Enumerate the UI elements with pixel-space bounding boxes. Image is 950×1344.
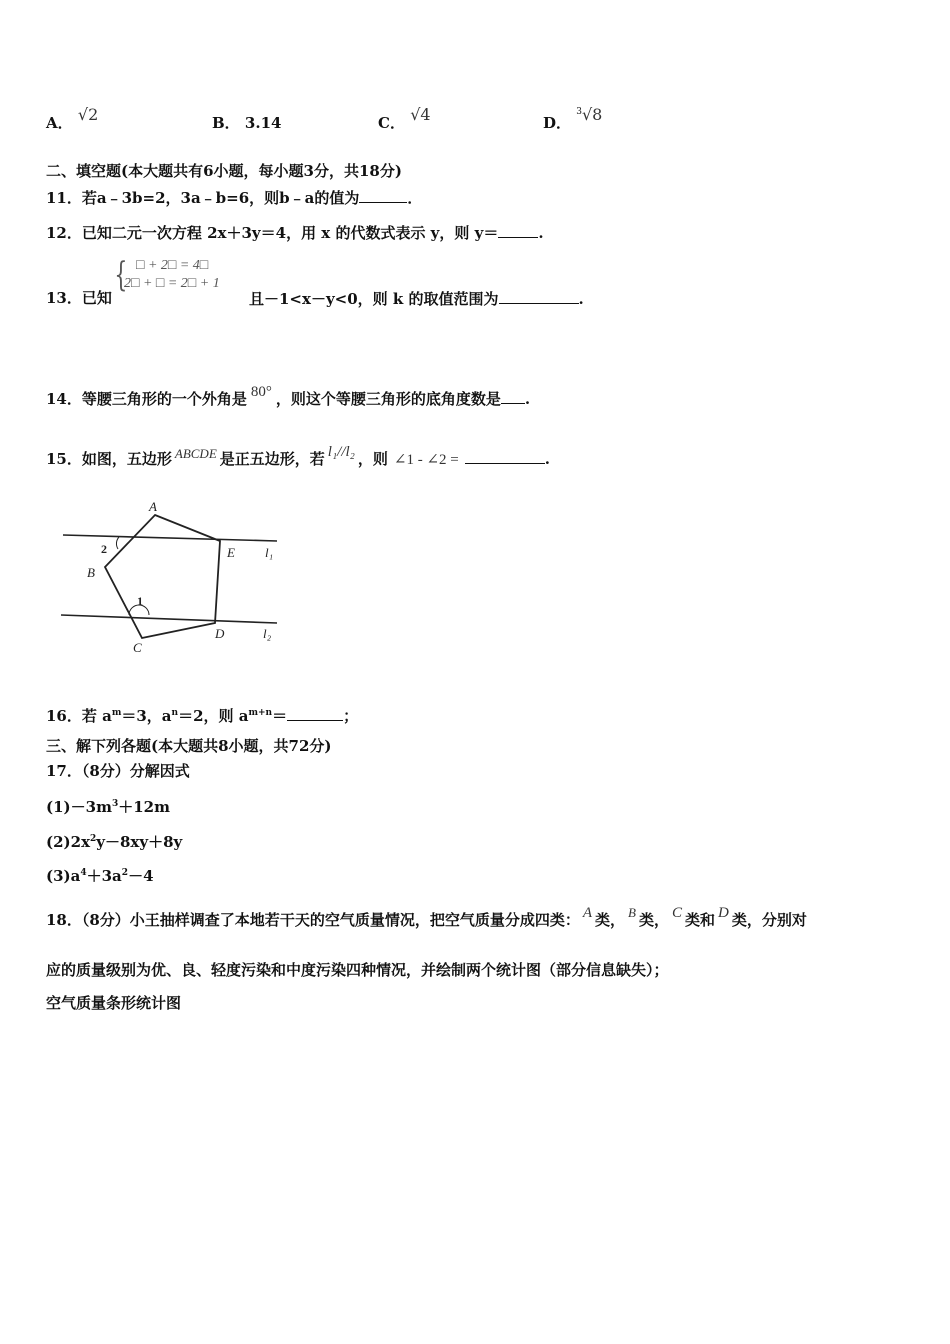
q16-text-2: ＝3，a [121, 707, 172, 725]
q17-p1-a: (1)－3m [46, 798, 112, 816]
q11-end: ． [407, 189, 423, 207]
q17-part-3 [46, 863, 154, 886]
q17-p2-a: (2)2x [46, 833, 91, 851]
brace-icon: { [114, 255, 128, 295]
q18-class-a: A [582, 905, 592, 921]
q17-p3-b: ＋3a [86, 867, 122, 885]
option-b-label: B． [212, 114, 240, 132]
q17-p3-sup-1: 4 [80, 868, 87, 878]
angle-2-arc [116, 537, 119, 549]
q17-p1-b: ＋12m [118, 798, 170, 816]
q15-blank [465, 448, 545, 464]
q13-suffix: 且－1<x－y<0，则 k 的取值范围为 [249, 290, 499, 308]
q16-text-3: ＝2，则 a [178, 707, 249, 725]
option-b [212, 112, 281, 133]
q18-class-b: B [628, 905, 636, 920]
q15-mid2: ，则 [357, 450, 388, 468]
q12-blank [498, 222, 538, 238]
q16-sup-m: m [111, 708, 122, 718]
line-l2 [61, 615, 277, 623]
q15-shape: ABCDE [174, 446, 217, 461]
label-d: D [215, 626, 225, 641]
option-a [46, 105, 99, 133]
line-l1 [63, 535, 277, 541]
equation-1: □ + 2□ = 4□ [136, 258, 209, 273]
section2-title: 二、填空题(本大题共有6小题，每小题3分，共18分) [46, 162, 402, 180]
q16-sup-n: n [171, 708, 179, 718]
question-12 [46, 222, 544, 243]
q18-line-2: 应的质量级别为优、良、轻度污染和中度污染四种情况，并绘制两个统计图（部分信息缺失）； [46, 961, 669, 979]
q17-part-2 [46, 829, 182, 852]
label-angle-2: 2 [101, 542, 107, 556]
question-16 [46, 703, 358, 726]
q17-part-1 [46, 794, 170, 817]
q17-p1-sup: 3 [111, 799, 119, 809]
q16-sup-mn: m+n [248, 708, 273, 718]
q17-p3-c: －4 [128, 867, 154, 885]
question-14 [46, 384, 531, 410]
option-d-label: D． [543, 114, 572, 132]
label-l1: l₁ [265, 545, 274, 560]
option-b-value: 3.14 [244, 114, 282, 132]
option-c [378, 105, 431, 133]
q15-end: . [544, 450, 550, 468]
q15-prefix: 15．如图，五边形 [46, 450, 172, 468]
q18-t1: 类， [595, 911, 626, 929]
q18-class-c: C [671, 905, 682, 921]
option-c-label: C． [378, 114, 405, 132]
q11-text: 11．若a﹣3b=2，3a﹣b=6，则b﹣a的值为 [46, 189, 360, 207]
q14-blank [501, 388, 525, 404]
section3-title: 三、解下列各题(本大题共8小题，共72分) [46, 737, 332, 755]
question-13-rest [249, 288, 584, 309]
q18-t3: 类和 [685, 911, 716, 929]
label-b: B [87, 565, 95, 580]
question-15 [46, 444, 550, 470]
q15-expr: ∠1 - ∠2 = [393, 452, 459, 468]
label-a: A [149, 499, 157, 514]
q12-end: . [538, 224, 544, 242]
q18-text-1: 18．（8分）小王抽样调查了本地若干天的空气质量情况，把空气质量分成四类： [46, 911, 580, 929]
q16-blank [287, 705, 343, 721]
q12-text: 12．已知二元一次方程 2x＋3y＝4，用 x 的代数式表示 y，则 y＝ [46, 224, 499, 242]
q18-line-3: 空气质量条形统计图 [46, 994, 182, 1012]
option-d [543, 105, 603, 133]
question-11 [46, 187, 422, 208]
option-d-index: 3 [576, 107, 582, 117]
q15-parallel: l₁//l₂ [327, 444, 355, 460]
q13-prefix: 13．已知 [46, 289, 112, 307]
q14-end: . [524, 390, 531, 408]
q17-p2-b: y－8xy＋8y [96, 833, 183, 851]
q13-blank [499, 288, 579, 304]
option-a-value: √2 [77, 105, 99, 124]
q11-blank [359, 187, 407, 203]
q18-t2: 类， [638, 911, 669, 929]
q17-p3-sup-2: 2 [121, 868, 129, 878]
label-c: C [133, 640, 142, 655]
q16-text-1: 16．若 a [46, 707, 112, 725]
q18-class-d: D [718, 905, 729, 921]
q14-angle: 80° [250, 384, 272, 400]
equation-system [110, 256, 250, 298]
label-l2: l₂ [263, 626, 272, 641]
label-e: E [227, 545, 235, 560]
q13-end: . [578, 290, 584, 308]
q17-p2-sup: 2 [90, 834, 97, 844]
label-angle-1: 1 [137, 594, 143, 608]
q15-mid: 是正五边形，若 [219, 450, 325, 468]
q17-p3-a: (3)a [46, 867, 81, 885]
option-a-label: A． [46, 114, 73, 132]
pentagon-figure [55, 495, 295, 660]
q16-text-4: ＝ [272, 707, 288, 725]
equation-2: 2□ + □ = 2□ + 1 [124, 276, 220, 291]
q17-title: 17．（8分）分解因式 [46, 762, 190, 780]
q18-line-1 [46, 905, 807, 931]
q18-t4: 类，分别对 [731, 911, 807, 929]
option-d-value: √8 [581, 105, 603, 124]
q16-end: ； [343, 707, 359, 725]
option-c-value: √4 [410, 105, 431, 124]
q14-prefix: 14．等腰三角形的一个外角是 [46, 390, 247, 408]
q14-suffix: ，则这个等腰三角形的底角度数是 [275, 390, 501, 408]
